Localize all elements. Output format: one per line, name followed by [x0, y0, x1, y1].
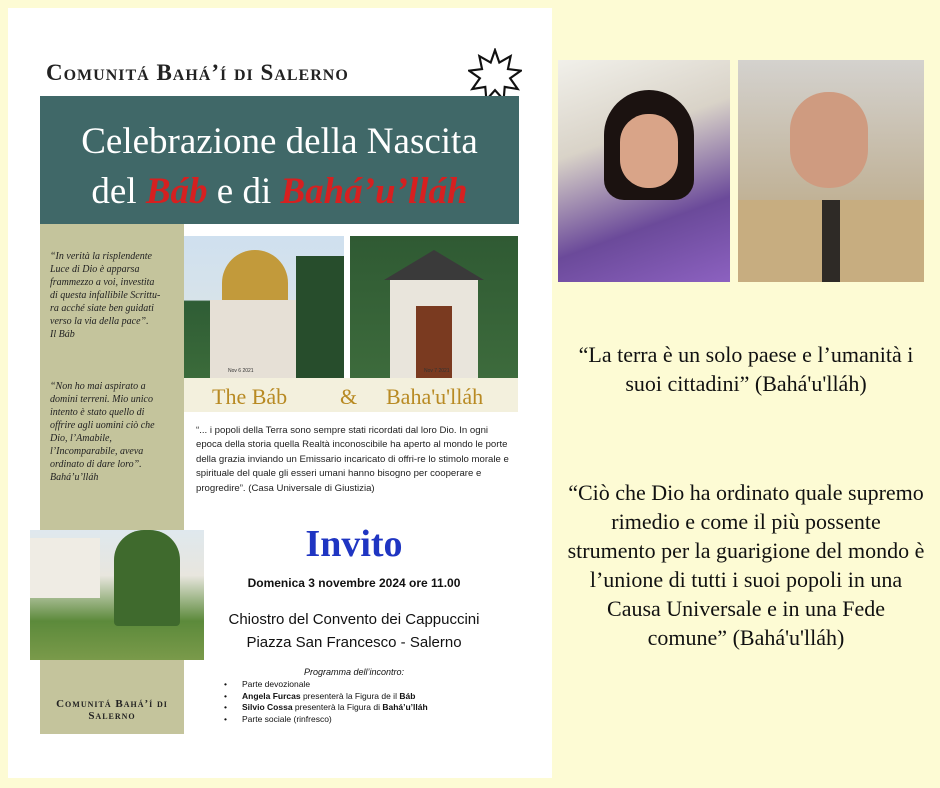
title-bahaullah: Bahá’u’lláh	[280, 171, 468, 212]
venue-address: Piazza San Francesco - Salerno	[246, 634, 462, 651]
sidebar-community-line-2: Salerno	[88, 710, 136, 722]
title-line-2	[40, 170, 519, 213]
sidebar-quote-bab: “In verità la risplendente Luce di Dio è apparsa frammezzo a voi, investita di questa infallibile Scrittu- ra acché siate ben guidati verso la via della pace”. Il Báb	[50, 251, 161, 340]
sidebar-community-name	[50, 698, 174, 722]
shrine-base	[210, 300, 302, 378]
program-item-text: presenterà la Figura de il	[300, 690, 400, 701]
event-date: Domenica 3 novembre 2024 ore 11.00	[247, 576, 461, 590]
universal-house-quote: “... i popoli della Terra sono sempre stati ricordati dal loro Dio. In ogni epoca della storia quella Realtà inconoscibile ha aperto al mondo le porte della grazia inviando un Emissario incaricato di offri-re lo stimolo morale e spirituale del quale gli esseri umani hanno bisogno per cooperare e progredire”. (Casa Universale di Giustizia)	[196, 425, 509, 494]
program-item-text: Parte devozionale	[242, 679, 311, 689]
figure-name: Bahá’u’lláh	[382, 702, 428, 712]
title-line-1: Celebrazione della Nascita	[81, 121, 478, 162]
speaker-name: Silvio Cossa	[242, 702, 293, 712]
caption-bahaullah: Baha'u'lláh	[386, 384, 484, 409]
title-bab: Báb	[145, 171, 208, 212]
portrait-head	[790, 92, 868, 188]
venue-name: Chiostro del Convento dei Cappuccini	[228, 611, 480, 628]
photo-date-baha: Nov 7 2021	[424, 368, 450, 374]
right-quote-unity: “Ciò che Dio ha ordinato quale supremo rimedio e come il più possente strumento per la guarigione del mondo è l’unione di tutti i suoi popoli in una Causa Universale e in una Fede comune” (Bahá'u'lláh)	[567, 480, 925, 650]
cloister-photo	[30, 530, 204, 660]
figure-name: Báb	[399, 690, 416, 701]
invitation-flyer	[8, 8, 552, 778]
portrait-face	[620, 114, 678, 188]
photo-caption-row	[184, 378, 518, 412]
shrine-of-the-bab-photo	[184, 236, 344, 378]
shrine-roof	[384, 250, 484, 280]
program-item-text: Parte sociale (rinfresco)	[242, 713, 332, 724]
program-item	[222, 714, 428, 726]
invito-heading: Invito	[305, 523, 403, 565]
title-banner	[40, 96, 519, 224]
caption-the-bab: The Báb	[212, 384, 288, 409]
speaker-photo-woman	[558, 60, 730, 282]
title-e-di: e di	[207, 171, 281, 212]
cypress-trees	[296, 256, 344, 378]
speaker-name: Angela Furcas	[242, 690, 301, 701]
nine-pointed-star-icon	[468, 48, 522, 102]
sidebar-quote-bahaullah: “Non ho mai aspirato a domini terreni. Mio unico intento è stato quello di offrire agli uomini ciò che Dio, l’Amabile, l’Incomparabile, aveva ordinato di dare loro”. Bahá’u’lláh	[50, 381, 155, 483]
program-title: Programma dell’incontro:	[303, 667, 405, 677]
program-item	[222, 691, 428, 703]
palm-tree	[114, 530, 180, 626]
shrine-of-bahaullah-photo	[350, 236, 518, 378]
cloister-building	[30, 538, 100, 598]
shrine-dome	[222, 250, 288, 304]
right-quote-earth: “La terra è un solo paese e l’umanità i suoi cittadini” (Bahá'u'lláh)	[578, 342, 914, 396]
sidebar-community-line-1: Comunitá Bahá’í di	[56, 698, 168, 710]
photo-date-bab: Nov 6 2021	[228, 368, 254, 374]
caption-ampersand: &	[340, 384, 358, 409]
portrait-tie	[822, 200, 840, 282]
speaker-photo-man	[738, 60, 924, 282]
program-item-text: presenterà la Figura di	[292, 702, 383, 712]
program-item	[222, 679, 428, 691]
program-list	[222, 679, 428, 725]
community-header: Comunitá Bahá’í di Salerno	[46, 60, 349, 85]
title-del: del	[91, 171, 146, 212]
program-item	[222, 702, 428, 714]
